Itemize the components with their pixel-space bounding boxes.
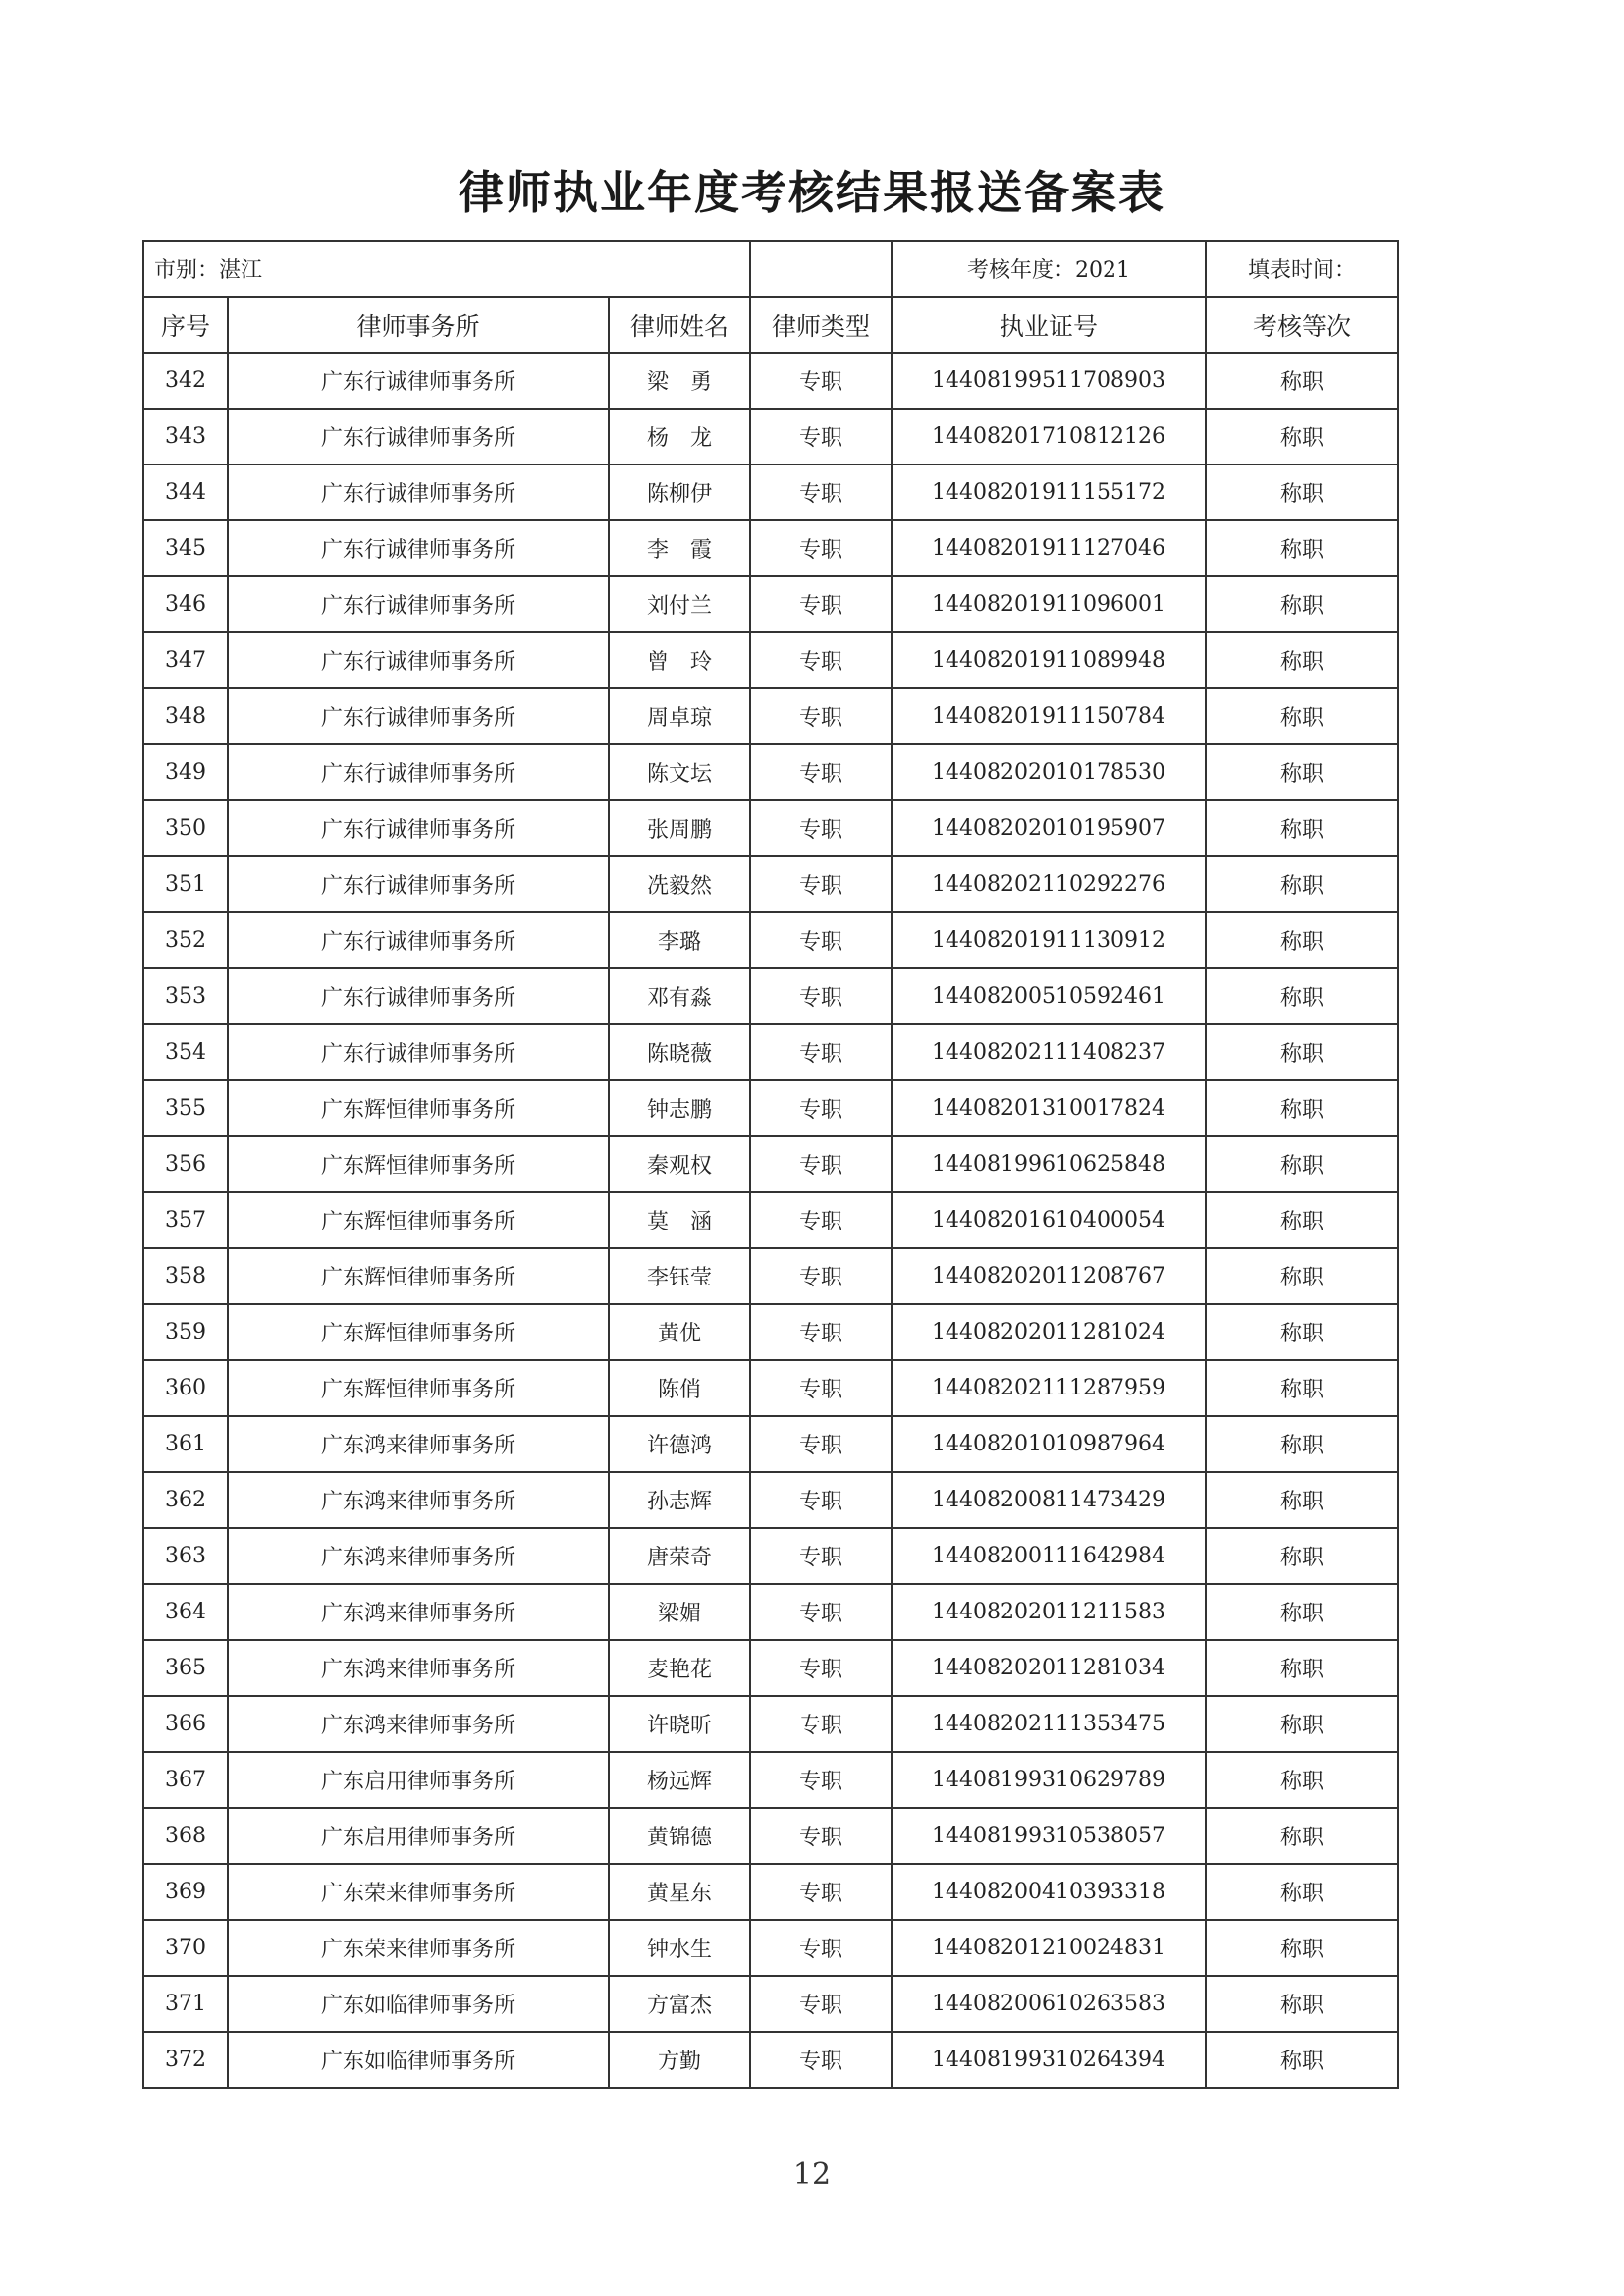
cell-index: 364 xyxy=(143,1584,228,1640)
table-row xyxy=(143,632,1398,688)
cell-index: 348 xyxy=(143,688,228,744)
cell-name: 莫 涵 xyxy=(609,1192,750,1248)
header-cell-grade: 考核等次 xyxy=(1206,297,1398,353)
cell-license: 14408201310017824 xyxy=(892,1080,1206,1136)
cell-index: 353 xyxy=(143,968,228,1024)
cell-firm: 广东行诚律师事务所 xyxy=(228,353,609,409)
cell-firm: 广东启用律师事务所 xyxy=(228,1752,609,1808)
table-row xyxy=(143,1976,1398,2032)
cell-firm: 广东行诚律师事务所 xyxy=(228,520,609,576)
table-row xyxy=(143,1080,1398,1136)
cell-index: 360 xyxy=(143,1360,228,1416)
cell-type: 专职 xyxy=(750,1192,892,1248)
cell-name: 冼毅然 xyxy=(609,856,750,912)
table-row xyxy=(143,1584,1398,1640)
cell-type: 专职 xyxy=(750,968,892,1024)
table-row xyxy=(143,1864,1398,1920)
cell-license: 14408201911089948 xyxy=(892,632,1206,688)
table-row xyxy=(143,1248,1398,1304)
cell-license: 14408202011281024 xyxy=(892,1304,1206,1360)
header-cell-name: 律师姓名 xyxy=(609,297,750,353)
cell-type: 专职 xyxy=(750,1528,892,1584)
cell-grade: 称职 xyxy=(1206,2032,1398,2088)
cell-type: 专职 xyxy=(750,465,892,520)
table-row xyxy=(143,409,1398,465)
cell-index: 367 xyxy=(143,1752,228,1808)
cell-type: 专职 xyxy=(750,1080,892,1136)
cell-firm: 广东鸿来律师事务所 xyxy=(228,1472,609,1528)
cell-firm: 广东辉恒律师事务所 xyxy=(228,1136,609,1192)
cell-firm: 广东如临律师事务所 xyxy=(228,2032,609,2088)
cell-index: 351 xyxy=(143,856,228,912)
table-row xyxy=(143,1528,1398,1584)
cell-grade: 称职 xyxy=(1206,688,1398,744)
cell-grade: 称职 xyxy=(1206,968,1398,1024)
cell-name: 孙志辉 xyxy=(609,1472,750,1528)
cell-firm: 广东行诚律师事务所 xyxy=(228,856,609,912)
cell-firm: 广东行诚律师事务所 xyxy=(228,744,609,800)
cell-type: 专职 xyxy=(750,1416,892,1472)
cell-type: 专职 xyxy=(750,353,892,409)
cell-name: 李璐 xyxy=(609,912,750,968)
cell-grade: 称职 xyxy=(1206,1920,1398,1976)
cell-license: 14408202011208767 xyxy=(892,1248,1206,1304)
cell-type: 专职 xyxy=(750,1864,892,1920)
cell-grade: 称职 xyxy=(1206,1248,1398,1304)
table-row xyxy=(143,744,1398,800)
cell-firm: 广东鸿来律师事务所 xyxy=(228,1416,609,1472)
cell-index: 354 xyxy=(143,1024,228,1080)
meta-row xyxy=(143,241,1398,297)
cell-grade: 称职 xyxy=(1206,1864,1398,1920)
cell-index: 345 xyxy=(143,520,228,576)
table-row xyxy=(143,1640,1398,1696)
cell-license: 14408199310538057 xyxy=(892,1808,1206,1864)
cell-name: 邓有淼 xyxy=(609,968,750,1024)
cell-name: 杨 龙 xyxy=(609,409,750,465)
cell-grade: 称职 xyxy=(1206,912,1398,968)
cell-grade: 称职 xyxy=(1206,465,1398,520)
table-row xyxy=(143,576,1398,632)
cell-grade: 称职 xyxy=(1206,1528,1398,1584)
cell-name: 方富杰 xyxy=(609,1976,750,2032)
cell-license: 14408201911155172 xyxy=(892,465,1206,520)
cell-license: 14408202111353475 xyxy=(892,1696,1206,1752)
cell-name: 钟志鹏 xyxy=(609,1080,750,1136)
cell-name: 麦艳花 xyxy=(609,1640,750,1696)
cell-index: 366 xyxy=(143,1696,228,1752)
cell-firm: 广东荣来律师事务所 xyxy=(228,1920,609,1976)
cell-grade: 称职 xyxy=(1206,353,1398,409)
cell-name: 陈晓薇 xyxy=(609,1024,750,1080)
cell-firm: 广东行诚律师事务所 xyxy=(228,409,609,465)
table-row xyxy=(143,856,1398,912)
cell-index: 368 xyxy=(143,1808,228,1864)
table-row xyxy=(143,968,1398,1024)
cell-name: 许晓昕 xyxy=(609,1696,750,1752)
cell-license: 14408202111287959 xyxy=(892,1360,1206,1416)
cell-index: 355 xyxy=(143,1080,228,1136)
cell-name: 陈柳伊 xyxy=(609,465,750,520)
cell-index: 346 xyxy=(143,576,228,632)
cell-firm: 广东辉恒律师事务所 xyxy=(228,1192,609,1248)
cell-license: 14408200410393318 xyxy=(892,1864,1206,1920)
cell-license: 14408199310264394 xyxy=(892,2032,1206,2088)
cell-name: 陈俏 xyxy=(609,1360,750,1416)
table-row xyxy=(143,1920,1398,1976)
cell-grade: 称职 xyxy=(1206,1752,1398,1808)
cell-type: 专职 xyxy=(750,688,892,744)
header-cell-index: 序号 xyxy=(143,297,228,353)
cell-index: 356 xyxy=(143,1136,228,1192)
header-cell-license: 执业证号 xyxy=(892,297,1206,353)
cell-grade: 称职 xyxy=(1206,856,1398,912)
cell-license: 14408200811473429 xyxy=(892,1472,1206,1528)
cell-type: 专职 xyxy=(750,1360,892,1416)
cell-license: 14408202110292276 xyxy=(892,856,1206,912)
cell-type: 专职 xyxy=(750,1304,892,1360)
cell-index: 362 xyxy=(143,1472,228,1528)
year-cell: 考核年度：2021 xyxy=(892,241,1206,297)
cell-type: 专职 xyxy=(750,912,892,968)
cell-type: 专职 xyxy=(750,2032,892,2088)
cell-grade: 称职 xyxy=(1206,1696,1398,1752)
cell-firm: 广东辉恒律师事务所 xyxy=(228,1304,609,1360)
cell-license: 14408199310629789 xyxy=(892,1752,1206,1808)
cell-name: 张周鹏 xyxy=(609,800,750,856)
cell-type: 专职 xyxy=(750,800,892,856)
cell-name: 钟水生 xyxy=(609,1920,750,1976)
table-row xyxy=(143,1416,1398,1472)
table-row xyxy=(143,1752,1398,1808)
cell-name: 秦观权 xyxy=(609,1136,750,1192)
cell-index: 347 xyxy=(143,632,228,688)
cell-firm: 广东辉恒律师事务所 xyxy=(228,1360,609,1416)
cell-type: 专职 xyxy=(750,1920,892,1976)
cell-name: 陈文坛 xyxy=(609,744,750,800)
cell-firm: 广东启用律师事务所 xyxy=(228,1808,609,1864)
cell-name: 李 霞 xyxy=(609,520,750,576)
cell-index: 369 xyxy=(143,1864,228,1920)
cell-index: 365 xyxy=(143,1640,228,1696)
cell-firm: 广东辉恒律师事务所 xyxy=(228,1080,609,1136)
cell-firm: 广东鸿来律师事务所 xyxy=(228,1640,609,1696)
cell-grade: 称职 xyxy=(1206,1416,1398,1472)
cell-index: 361 xyxy=(143,1416,228,1472)
cell-index: 344 xyxy=(143,465,228,520)
table-row xyxy=(143,520,1398,576)
table-row xyxy=(143,1808,1398,1864)
cell-firm: 广东辉恒律师事务所 xyxy=(228,1248,609,1304)
cell-grade: 称职 xyxy=(1206,632,1398,688)
header-cell-type: 律师类型 xyxy=(750,297,892,353)
table-row xyxy=(143,1696,1398,1752)
cell-grade: 称职 xyxy=(1206,1304,1398,1360)
cell-type: 专职 xyxy=(750,1976,892,2032)
cell-grade: 称职 xyxy=(1206,1192,1398,1248)
cell-type: 专职 xyxy=(750,576,892,632)
cell-license: 14408200111642984 xyxy=(892,1528,1206,1584)
cell-type: 专职 xyxy=(750,1248,892,1304)
cell-license: 14408201911096001 xyxy=(892,576,1206,632)
cell-name: 梁 勇 xyxy=(609,353,750,409)
cell-grade: 称职 xyxy=(1206,744,1398,800)
cell-name: 杨远辉 xyxy=(609,1752,750,1808)
cell-type: 专职 xyxy=(750,856,892,912)
cell-type: 专职 xyxy=(750,632,892,688)
cell-name: 黄优 xyxy=(609,1304,750,1360)
cell-name: 刘付兰 xyxy=(609,576,750,632)
cell-license: 14408200610263583 xyxy=(892,1976,1206,2032)
cell-license: 14408201911127046 xyxy=(892,520,1206,576)
cell-name: 梁媚 xyxy=(609,1584,750,1640)
cell-license: 14408202010195907 xyxy=(892,800,1206,856)
table-row xyxy=(143,465,1398,520)
table-row xyxy=(143,1360,1398,1416)
page-number: 12 xyxy=(792,2158,832,2192)
cell-grade: 称职 xyxy=(1206,1360,1398,1416)
cell-type: 专职 xyxy=(750,744,892,800)
cell-index: 363 xyxy=(143,1528,228,1584)
cell-type: 专职 xyxy=(750,1696,892,1752)
cell-license: 14408201010987964 xyxy=(892,1416,1206,1472)
cell-type: 专职 xyxy=(750,1472,892,1528)
assessment-table xyxy=(142,240,1399,2089)
cell-name: 黄星东 xyxy=(609,1864,750,1920)
cell-grade: 称职 xyxy=(1206,1136,1398,1192)
cell-firm: 广东荣来律师事务所 xyxy=(228,1864,609,1920)
cell-name: 曾 玲 xyxy=(609,632,750,688)
cell-type: 专职 xyxy=(750,1136,892,1192)
cell-firm: 广东鸿来律师事务所 xyxy=(228,1528,609,1584)
table-row xyxy=(143,1024,1398,1080)
cell-grade: 称职 xyxy=(1206,1808,1398,1864)
cell-firm: 广东行诚律师事务所 xyxy=(228,1024,609,1080)
cell-type: 专职 xyxy=(750,1752,892,1808)
cell-license: 14408202011281034 xyxy=(892,1640,1206,1696)
table-row xyxy=(143,1192,1398,1248)
cell-name: 黄锦德 xyxy=(609,1808,750,1864)
cell-index: 352 xyxy=(143,912,228,968)
cell-grade: 称职 xyxy=(1206,1584,1398,1640)
cell-license: 14408201210024831 xyxy=(892,1920,1206,1976)
table-row xyxy=(143,912,1398,968)
cell-firm: 广东如临律师事务所 xyxy=(228,1976,609,2032)
cell-license: 14408202111408237 xyxy=(892,1024,1206,1080)
cell-firm: 广东行诚律师事务所 xyxy=(228,800,609,856)
cell-firm: 广东行诚律师事务所 xyxy=(228,465,609,520)
cell-license: 14408201610400054 xyxy=(892,1192,1206,1248)
header-cell-firm: 律师事务所 xyxy=(228,297,609,353)
cell-index: 343 xyxy=(143,409,228,465)
cell-firm: 广东行诚律师事务所 xyxy=(228,632,609,688)
cell-license: 14408202010178530 xyxy=(892,744,1206,800)
table-row xyxy=(143,688,1398,744)
cell-index: 350 xyxy=(143,800,228,856)
cell-name: 唐荣奇 xyxy=(609,1528,750,1584)
table-body xyxy=(143,241,1398,2088)
cell-firm: 广东鸿来律师事务所 xyxy=(228,1696,609,1752)
cell-license: 14408201911150784 xyxy=(892,688,1206,744)
cell-firm: 广东鸿来律师事务所 xyxy=(228,1584,609,1640)
cell-name: 周卓琼 xyxy=(609,688,750,744)
cell-index: 370 xyxy=(143,1920,228,1976)
cell-license: 14408202011211583 xyxy=(892,1584,1206,1640)
cell-firm: 广东行诚律师事务所 xyxy=(228,912,609,968)
cell-firm: 广东行诚律师事务所 xyxy=(228,576,609,632)
cell-grade: 称职 xyxy=(1206,1472,1398,1528)
cell-license: 14408201911130912 xyxy=(892,912,1206,968)
cell-type: 专职 xyxy=(750,1808,892,1864)
cell-grade: 称职 xyxy=(1206,1080,1398,1136)
cell-type: 专职 xyxy=(750,409,892,465)
cell-grade: 称职 xyxy=(1206,576,1398,632)
cell-type: 专职 xyxy=(750,1640,892,1696)
city-cell: 市别：湛江 xyxy=(143,241,750,297)
cell-type: 专职 xyxy=(750,1584,892,1640)
cell-license: 14408199610625848 xyxy=(892,1136,1206,1192)
cell-index: 371 xyxy=(143,1976,228,2032)
blank-cell xyxy=(750,241,892,297)
table-row xyxy=(143,800,1398,856)
cell-grade: 称职 xyxy=(1206,1976,1398,2032)
cell-license: 14408199511708903 xyxy=(892,353,1206,409)
cell-firm: 广东行诚律师事务所 xyxy=(228,968,609,1024)
cell-name: 许德鸿 xyxy=(609,1416,750,1472)
cell-grade: 称职 xyxy=(1206,1024,1398,1080)
cell-grade: 称职 xyxy=(1206,800,1398,856)
cell-grade: 称职 xyxy=(1206,520,1398,576)
cell-firm: 广东行诚律师事务所 xyxy=(228,688,609,744)
cell-type: 专职 xyxy=(750,1024,892,1080)
fill-time-cell: 填表时间： xyxy=(1206,241,1398,297)
cell-name: 方勤 xyxy=(609,2032,750,2088)
cell-type: 专职 xyxy=(750,520,892,576)
cell-index: 359 xyxy=(143,1304,228,1360)
cell-index: 372 xyxy=(143,2032,228,2088)
header-row xyxy=(143,297,1398,353)
page-title: 律师执业年度考核结果报送备案表 xyxy=(459,166,1165,219)
cell-license: 14408200510592461 xyxy=(892,968,1206,1024)
cell-index: 342 xyxy=(143,353,228,409)
cell-index: 357 xyxy=(143,1192,228,1248)
table-row xyxy=(143,1136,1398,1192)
cell-grade: 称职 xyxy=(1206,409,1398,465)
table-row xyxy=(143,2032,1398,2088)
table-row xyxy=(143,353,1398,409)
cell-name: 李钰莹 xyxy=(609,1248,750,1304)
table-row xyxy=(143,1304,1398,1360)
cell-license: 14408201710812126 xyxy=(892,409,1206,465)
cell-index: 358 xyxy=(143,1248,228,1304)
table-row xyxy=(143,1472,1398,1528)
cell-index: 349 xyxy=(143,744,228,800)
cell-grade: 称职 xyxy=(1206,1640,1398,1696)
